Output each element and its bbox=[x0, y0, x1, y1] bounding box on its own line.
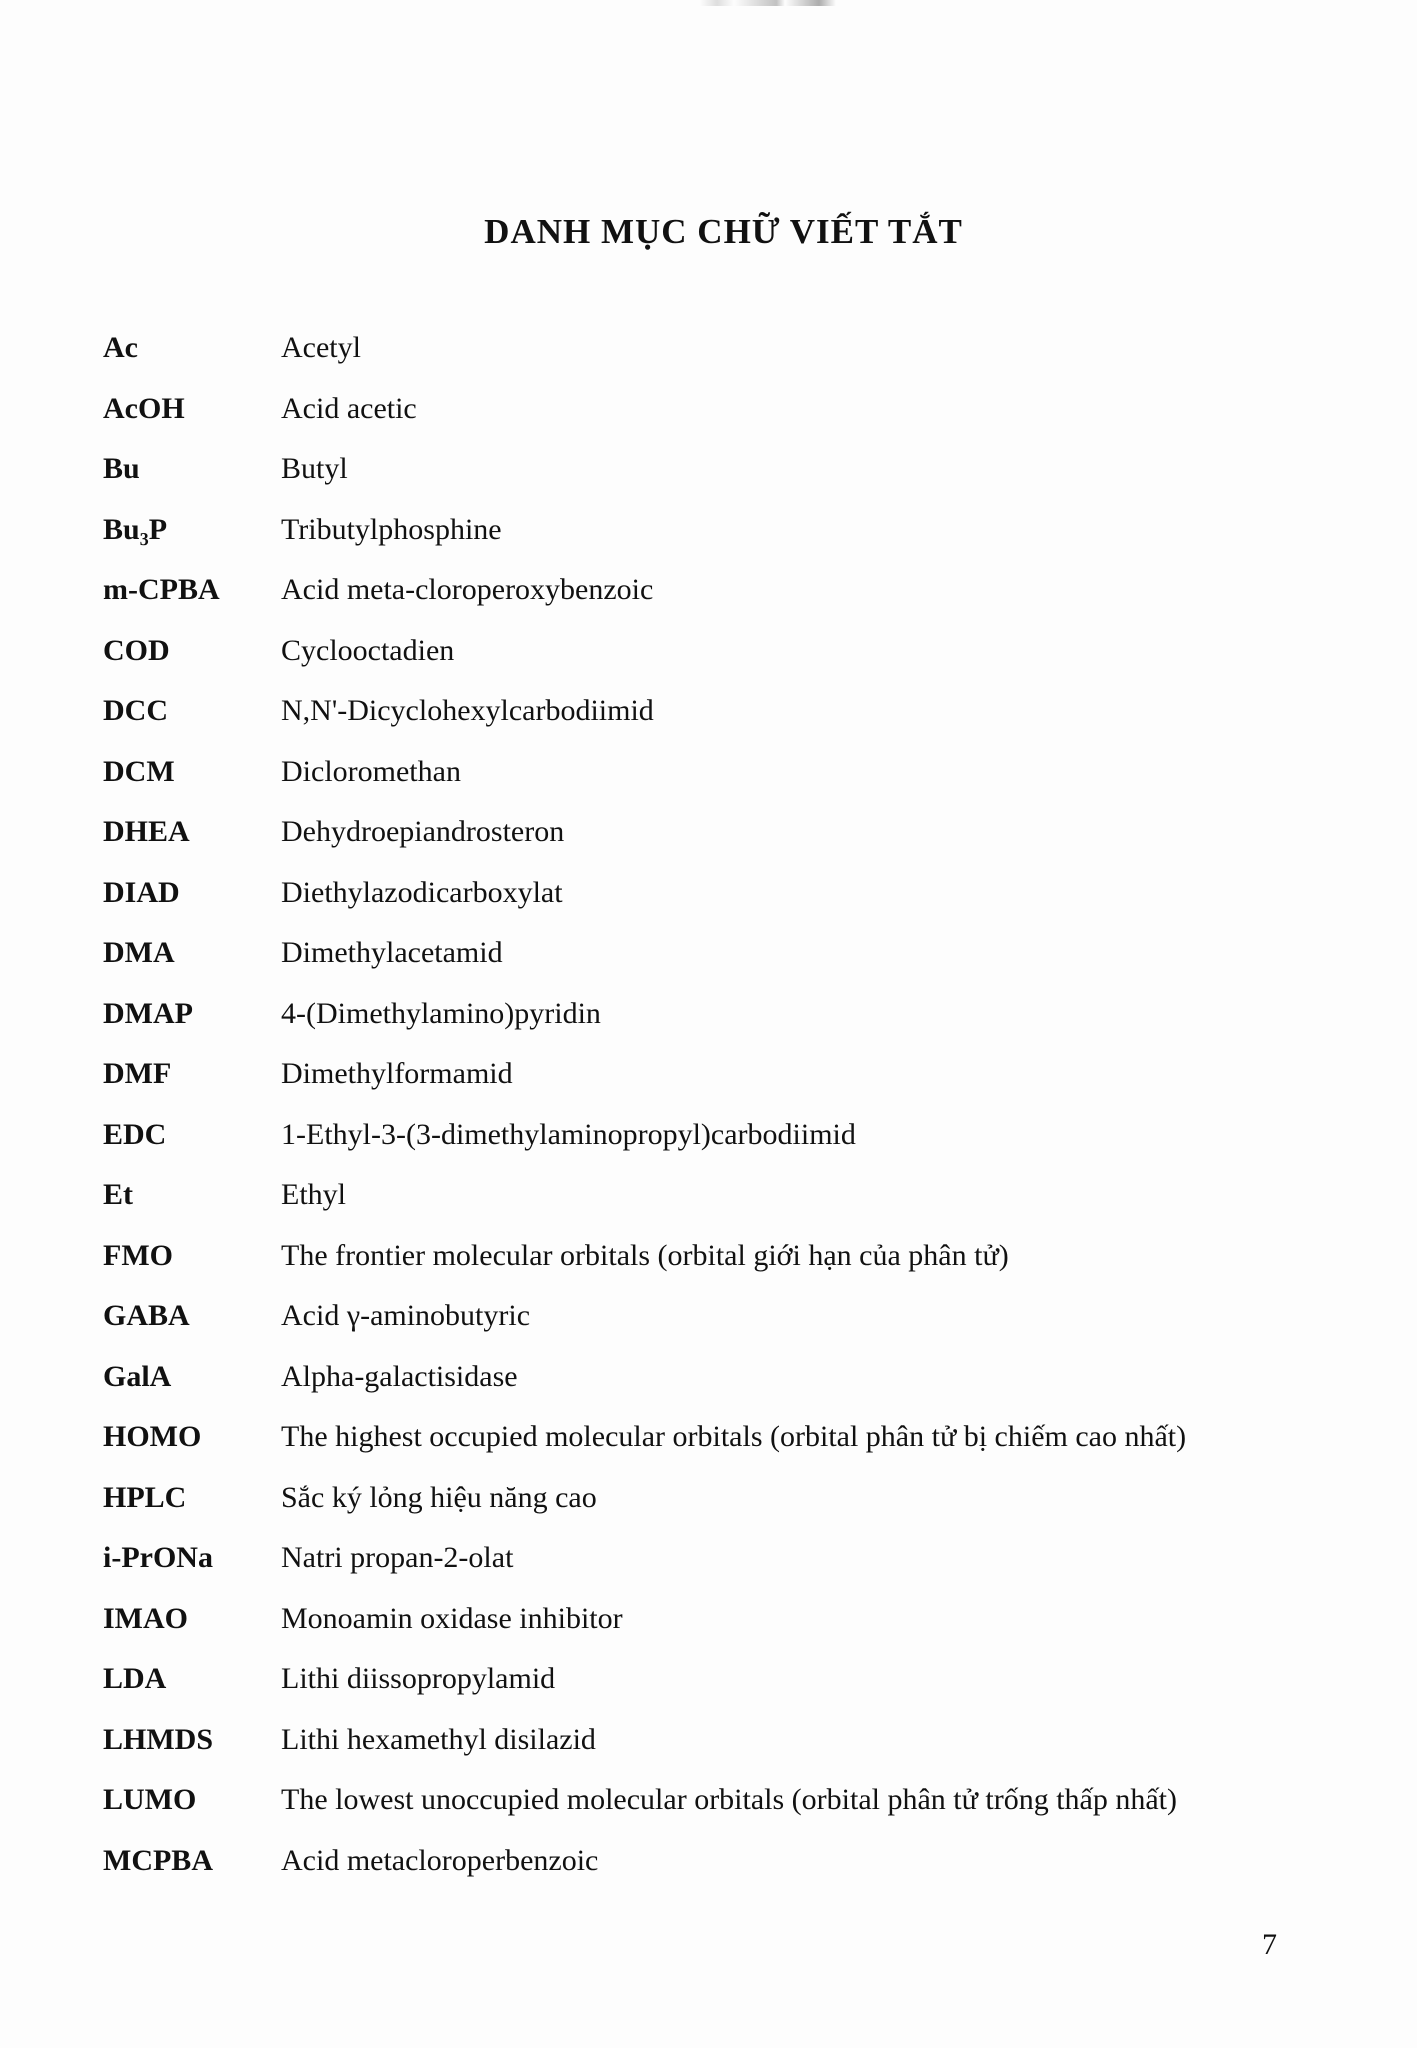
abbreviation-definition: 1-Ethyl-3-(3-dimethylaminopropyl)carbodiimid bbox=[281, 1117, 856, 1151]
abbreviation-term: DMAP bbox=[103, 996, 193, 1030]
abbreviation-term: IMAO bbox=[103, 1601, 188, 1635]
abbreviation-term: Ac bbox=[103, 331, 138, 364]
abbreviation-definition: 4-(Dimethylamino)pyridin bbox=[281, 996, 601, 1030]
abbreviation-row bbox=[103, 1541, 1333, 1602]
abbreviation-term: DCC bbox=[103, 694, 168, 727]
abbreviation-row bbox=[103, 936, 1333, 997]
abbreviation-term: DMF bbox=[103, 1057, 172, 1090]
abbreviation-term: EDC bbox=[103, 1117, 167, 1151]
abbreviation-row bbox=[103, 1178, 1333, 1239]
abbreviation-term: DCM bbox=[103, 754, 175, 788]
abbreviation-row bbox=[103, 1239, 1333, 1300]
abbreviation-definition: Acid meta-cloroperoxybenzoic bbox=[281, 573, 654, 606]
abbreviation-definition: Acid γ-aminobutyric bbox=[281, 1299, 531, 1332]
abbreviation-definition: Ethyl bbox=[281, 1178, 346, 1211]
abbreviation-row bbox=[103, 1844, 1333, 1905]
abbreviation-definition: Acetyl bbox=[281, 331, 361, 364]
abbreviation-row bbox=[103, 1602, 1333, 1663]
abbreviation-term: COD bbox=[103, 633, 170, 667]
abbreviation-term: Bu bbox=[103, 452, 140, 485]
abbreviation-row bbox=[103, 815, 1333, 876]
abbreviation-term: HOMO bbox=[103, 1420, 202, 1453]
abbreviation-definition: Monoamin oxidase inhibitor bbox=[281, 1601, 623, 1635]
abbreviation-row bbox=[103, 876, 1333, 937]
abbreviation-definition: The highest occupied molecular orbitals (orbital phân tử bị chiếm cao nhất) bbox=[281, 1420, 1187, 1453]
abbreviation-definition: Cyclooctadien bbox=[281, 633, 455, 667]
abbreviation-row bbox=[103, 573, 1333, 634]
page-number: 7 bbox=[1262, 1928, 1277, 1961]
abbreviation-definition: Lithi diissopropylamid bbox=[281, 1662, 556, 1695]
abbreviation-term: Bu₃P bbox=[103, 512, 168, 546]
scan-artifact bbox=[700, 0, 870, 6]
abbreviation-row bbox=[103, 1360, 1333, 1421]
abbreviation-row bbox=[103, 1723, 1333, 1784]
abbreviation-definition: The lowest unoccupied molecular orbitals (orbital phân tử trống thấp nhất) bbox=[281, 1783, 1178, 1816]
abbreviation-definition: Diethylazodicarboxylat bbox=[281, 875, 563, 909]
abbreviation-term: Et bbox=[103, 1178, 133, 1211]
abbreviation-definition: Butyl bbox=[281, 452, 348, 485]
page-title: DANH MỤC CHỮ VIẾT TẮT bbox=[484, 212, 963, 251]
abbreviation-term: FMO bbox=[103, 1238, 173, 1272]
abbreviation-term: LDA bbox=[103, 1662, 167, 1695]
abbreviation-definition: Dimethylformamid bbox=[281, 1057, 513, 1090]
abbreviation-row bbox=[103, 331, 1333, 392]
abbreviation-definition: Dicloromethan bbox=[281, 754, 461, 788]
abbreviation-term: GABA bbox=[103, 1299, 190, 1332]
abbreviation-term: LHMDS bbox=[103, 1722, 214, 1756]
abbreviation-row bbox=[103, 1420, 1333, 1481]
abbreviation-row bbox=[103, 452, 1333, 513]
abbreviation-row bbox=[103, 755, 1333, 816]
abbreviation-term: m-CPBA bbox=[103, 573, 220, 606]
abbreviation-definition: Tributylphosphine bbox=[281, 512, 502, 546]
abbreviation-row bbox=[103, 1118, 1333, 1179]
abbreviation-term: DHEA bbox=[103, 815, 190, 848]
abbreviation-row bbox=[103, 1783, 1333, 1844]
abbreviation-term: LUMO bbox=[103, 1783, 197, 1816]
abbreviation-term: MCPBA bbox=[103, 1843, 213, 1877]
abbreviation-row bbox=[103, 1662, 1333, 1723]
abbreviation-definition: N,N'-Dicyclohexylcarbodiimid bbox=[281, 694, 654, 727]
abbreviation-term: i-PrONa bbox=[103, 1541, 213, 1574]
abbreviation-row bbox=[103, 997, 1333, 1058]
abbreviation-definition: Natri propan-2-olat bbox=[281, 1541, 514, 1574]
abbreviation-list bbox=[103, 331, 1333, 1904]
abbreviation-definition: Dehydroepiandrosteron bbox=[281, 815, 565, 848]
abbreviation-term: DIAD bbox=[103, 875, 180, 909]
abbreviation-row bbox=[103, 513, 1333, 574]
abbreviation-row bbox=[103, 694, 1333, 755]
abbreviation-definition: Acid acetic bbox=[281, 391, 417, 425]
abbreviation-term: HPLC bbox=[103, 1480, 187, 1514]
abbreviation-row bbox=[103, 392, 1333, 453]
abbreviation-row bbox=[103, 1299, 1333, 1360]
abbreviation-definition: Acid metacloroperbenzoic bbox=[281, 1843, 599, 1877]
abbreviation-definition: Lithi hexamethyl disilazid bbox=[281, 1722, 596, 1756]
abbreviation-definition: Dimethylacetamid bbox=[281, 936, 503, 969]
abbreviation-term: AcOH bbox=[103, 391, 185, 425]
abbreviation-definition: Alpha-galactisidase bbox=[281, 1359, 518, 1393]
abbreviation-definition: The frontier molecular orbitals (orbital giới hạn của phân tử) bbox=[281, 1238, 1009, 1272]
abbreviation-definition: Sắc ký lỏng hiệu năng cao bbox=[281, 1480, 597, 1514]
abbreviation-row bbox=[103, 1057, 1333, 1118]
abbreviation-term: GalA bbox=[103, 1359, 172, 1393]
abbreviation-term: DMA bbox=[103, 936, 175, 969]
abbreviation-row bbox=[103, 634, 1333, 695]
abbreviation-row bbox=[103, 1481, 1333, 1542]
